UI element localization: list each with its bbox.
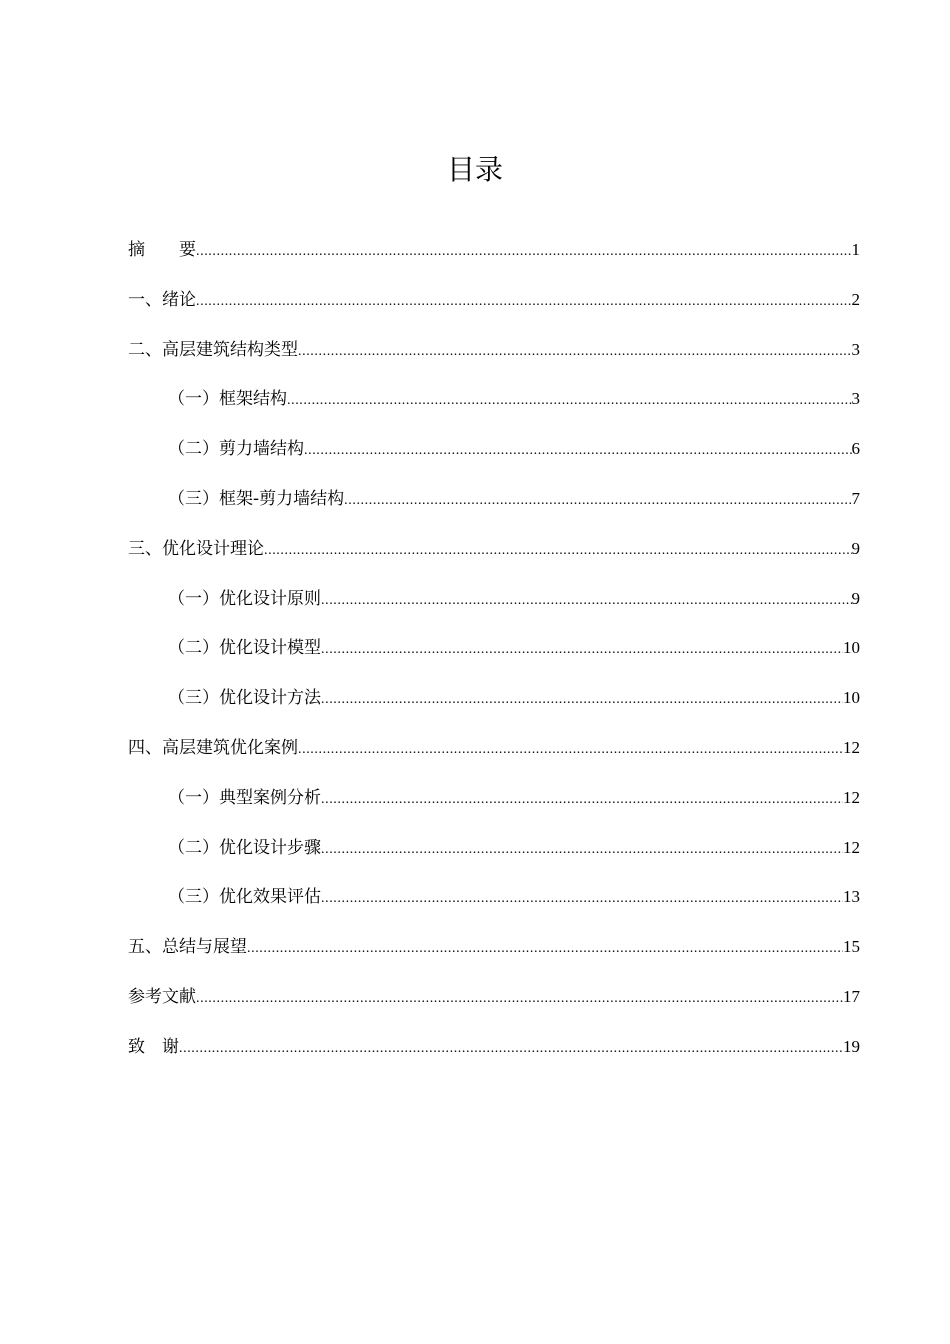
toc-page-number: 9 — [851, 538, 860, 558]
toc-entry-label: （一）优化设计原则 — [168, 588, 321, 609]
toc-entry-introduction[interactable] — [128, 285, 860, 335]
toc-entry-section-2-3[interactable] — [128, 484, 860, 534]
toc-page-number: 6 — [851, 439, 860, 459]
toc-dot-leader — [247, 934, 843, 964]
toc-entry-label: 摘 要 — [128, 240, 196, 260]
toc-page-number: 13 — [843, 887, 860, 907]
toc-entry-label: 一、绪论 — [128, 289, 196, 310]
toc-page-number: 3 — [851, 389, 860, 409]
toc-entry-section-4-2[interactable] — [128, 833, 860, 883]
toc-page-number: 1 — [851, 240, 860, 259]
toc-entry-references[interactable] — [128, 982, 860, 1032]
toc-entry-label: （三）优化效果评估 — [168, 887, 321, 908]
toc-dot-leader — [196, 287, 852, 317]
toc-entry-label: 致 谢 — [128, 1036, 179, 1057]
toc-page-number: 3 — [851, 339, 860, 359]
toc-dot-leader — [321, 835, 843, 865]
page-title: 目录 — [446, 153, 503, 186]
toc-entry-section-3-1[interactable] — [128, 584, 860, 634]
toc-entry-abstract[interactable] — [128, 235, 860, 285]
toc-dot-leader — [344, 486, 851, 516]
toc-dot-leader — [321, 685, 843, 715]
table-of-contents — [128, 235, 860, 1082]
toc-page-number: 9 — [851, 588, 860, 608]
toc-entry-section-3-3[interactable] — [128, 683, 860, 733]
toc-entry-section-3-2[interactable] — [128, 633, 860, 683]
toc-entry-section-2-2[interactable] — [128, 434, 860, 484]
toc-entry-label: 二、高层建筑结构类型 — [128, 339, 298, 360]
toc-entry-label: （二）优化设计步骤 — [168, 837, 321, 858]
toc-dot-leader — [298, 735, 843, 765]
toc-dot-leader — [264, 536, 852, 566]
toc-dot-leader — [179, 1034, 843, 1064]
toc-page-number: 17 — [843, 986, 860, 1006]
toc-page-number: 12 — [843, 737, 860, 757]
toc-entry-section-4-1[interactable] — [128, 783, 860, 833]
toc-entry-section-4-3[interactable] — [128, 882, 860, 932]
toc-dot-leader — [196, 237, 852, 267]
toc-dot-leader — [321, 884, 843, 914]
toc-page-number: 19 — [843, 1036, 860, 1056]
toc-page-number: 10 — [843, 688, 860, 708]
toc-dot-leader — [196, 984, 843, 1014]
toc-entry-label: （三）优化设计方法 — [168, 688, 321, 709]
toc-page-number: 10 — [843, 638, 860, 658]
toc-dot-leader — [321, 785, 843, 815]
toc-dot-leader — [304, 436, 852, 466]
toc-page-number: 12 — [843, 837, 860, 857]
toc-entry-chapter-2[interactable] — [128, 335, 860, 385]
toc-entry-chapter-3[interactable] — [128, 534, 860, 584]
toc-entry-label: （二）剪力墙结构 — [168, 439, 304, 460]
toc-page-number: 2 — [851, 289, 860, 309]
toc-dot-leader — [287, 386, 852, 416]
toc-entry-chapter-4[interactable] — [128, 733, 860, 783]
toc-entry-label: 参考文献 — [128, 986, 196, 1007]
toc-dot-leader — [321, 635, 843, 665]
toc-page-number: 12 — [843, 787, 860, 807]
toc-entry-acknowledgements[interactable] — [128, 1032, 860, 1082]
toc-entry-label: 三、优化设计理论 — [128, 538, 264, 559]
toc-page-number: 7 — [851, 488, 860, 508]
toc-page-number: 15 — [843, 937, 860, 957]
toc-entry-label: （一）框架结构 — [168, 389, 287, 410]
toc-entry-chapter-5[interactable] — [128, 932, 860, 982]
toc-dot-leader — [321, 586, 852, 616]
toc-dot-leader — [298, 337, 852, 367]
toc-entry-label: （一）典型案例分析 — [168, 787, 321, 808]
toc-entry-label: （二）优化设计模型 — [168, 638, 321, 659]
toc-entry-label: （三）框架-剪力墙结构 — [168, 488, 345, 509]
toc-entry-label: 五、总结与展望 — [128, 937, 247, 958]
toc-entry-label: 四、高层建筑优化案例 — [128, 737, 298, 758]
toc-entry-section-2-1[interactable] — [128, 384, 860, 434]
